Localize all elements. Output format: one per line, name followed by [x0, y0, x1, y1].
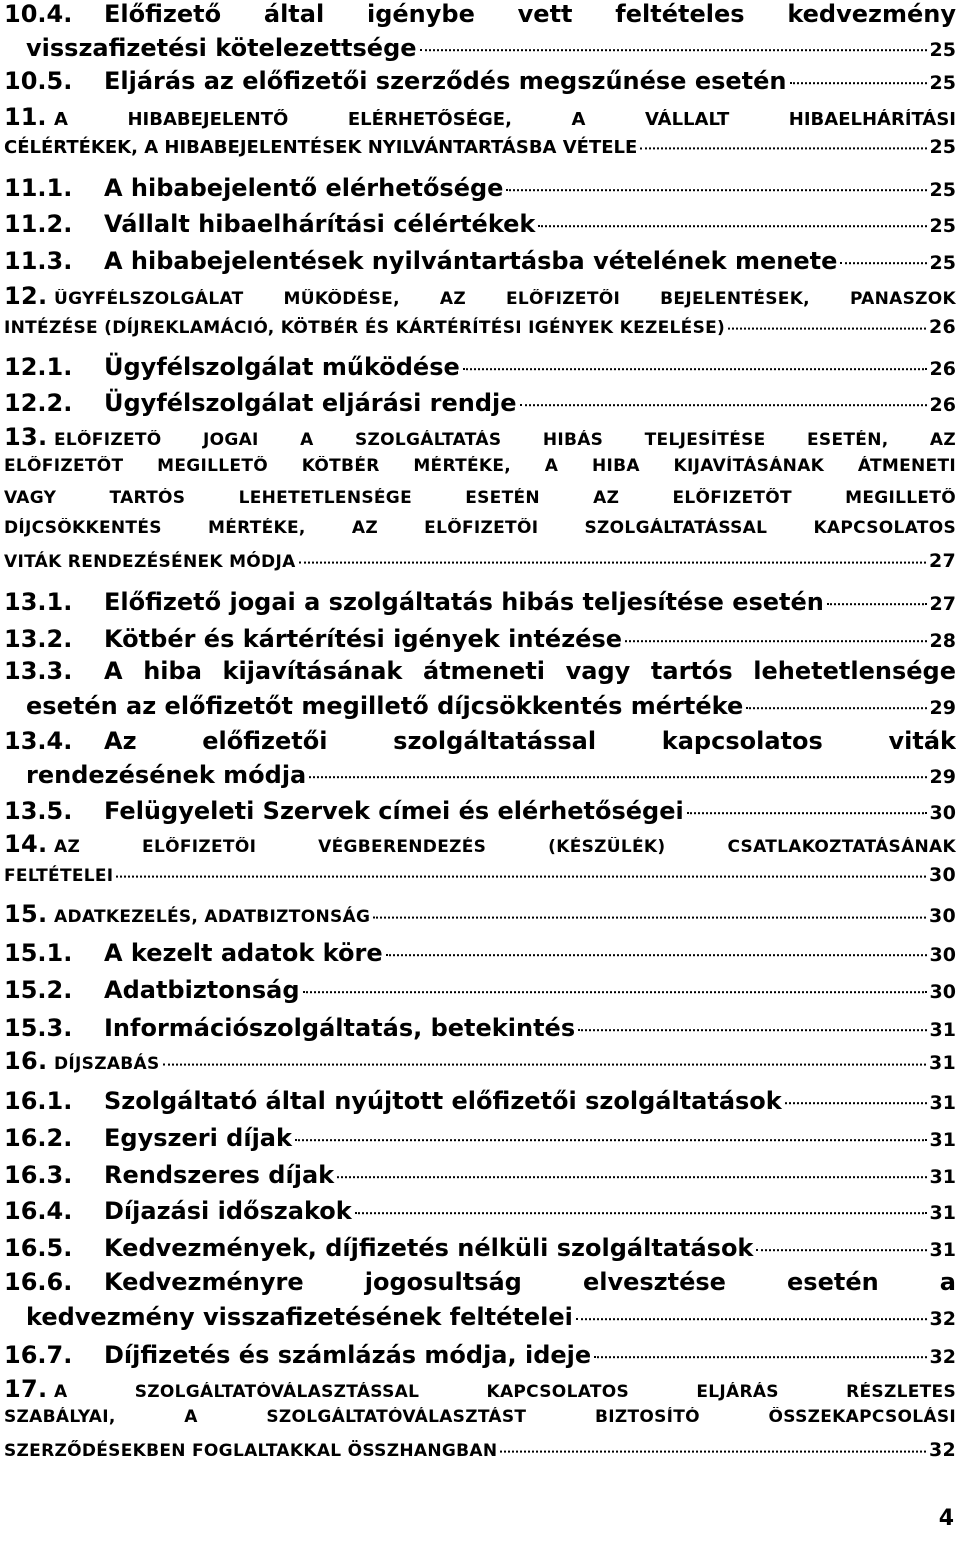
toc-page-number: 32	[929, 1308, 956, 1330]
toc-title: Díjfizetés és számlázás módja, ideje	[104, 1341, 592, 1369]
toc-line	[4, 972, 956, 1004]
toc-title: AZ ELŐFIZETŐI VÉGBERENDEZÉS (KÉSZÜLÉK) CSATLAKOZTATÁSÁNAK	[54, 837, 956, 857]
toc-page-number: 30	[929, 944, 956, 966]
toc-title: Vállalt hibaelhárítási célértékek	[104, 210, 536, 238]
toc-line	[4, 170, 956, 202]
toc-title: A hibabejelentések nyilvántartásba vételének menete	[104, 247, 838, 275]
dot-leader	[337, 1152, 926, 1178]
toc-number: 16.7.	[4, 1341, 73, 1369]
toc-line	[4, 1047, 956, 1075]
toc-number: 15.2.	[4, 976, 73, 1004]
toc-number: 13.5.	[4, 797, 73, 825]
toc-title: ELŐFIZETŐ JOGAI A SZOLGÁLTATÁS HIBÁS TELJESÍTÉSE ESETÉN, AZ	[54, 430, 956, 450]
toc-number: 13.	[4, 423, 48, 451]
toc-number: 16.6.	[4, 1268, 73, 1296]
page-number: 4	[938, 1506, 954, 1531]
dot-leader	[386, 930, 927, 956]
toc-title: esetén az előfizetőt megillető díjcsökkentés mértéke	[26, 692, 744, 720]
toc-title: DÍJCSÖKKENTÉS MÉRTÉKE, AZ ELŐFIZETŐI SZOLGÁLTATÁSSAL KAPCSOLATOS	[4, 518, 956, 538]
toc-number: 10.4.	[4, 0, 73, 28]
toc-title: FELTÉTELEI	[4, 866, 114, 886]
toc-line	[4, 793, 956, 825]
toc-page-number: 31	[929, 1092, 956, 1114]
toc-number: 15.	[4, 900, 48, 928]
toc-title: Felügyeleti Szervek címei és elérhetőségei	[104, 797, 684, 825]
dot-leader	[790, 58, 927, 84]
toc-line	[4, 1120, 956, 1152]
toc-title: VAGY TARTÓS LEHETETLENSÉGE ESETÉN AZ ELŐFIZETŐT MEGILLETŐ	[4, 488, 956, 508]
toc-line	[26, 30, 956, 62]
toc-title: A kezelt adatok köre	[104, 939, 383, 967]
toc-number: 12.	[4, 282, 48, 310]
toc-number: 13.3.	[4, 657, 73, 685]
toc-page-number: 30	[928, 905, 956, 927]
toc-line	[4, 243, 956, 275]
toc-line	[4, 830, 956, 859]
toc-line	[4, 456, 956, 478]
toc-line	[4, 423, 956, 452]
toc-title: CÉLÉRTÉKEK, A HIBABEJELENTÉSEK NYILVÁNTARTÁSBA VÉTELE	[4, 137, 638, 158]
toc-line	[4, 1157, 956, 1189]
toc-number: 13.1.	[4, 588, 73, 616]
toc-title: kedvezmény visszafizetésének feltételei	[26, 1303, 573, 1331]
toc-page-number: 26	[929, 358, 956, 380]
toc-line	[4, 935, 956, 967]
toc-line	[26, 757, 956, 789]
toc-title: Kedvezményre jogosultság elvesztése esetén a	[104, 1268, 956, 1296]
toc-number: 16.3.	[4, 1161, 73, 1189]
toc-line	[4, 349, 956, 381]
dot-leader	[420, 25, 927, 51]
dot-leader	[687, 788, 927, 814]
toc-page-number: 30	[929, 981, 956, 1003]
toc-page-number: 30	[928, 864, 956, 886]
dot-leader	[576, 1294, 927, 1320]
toc-page-number: 31	[929, 1019, 956, 1041]
toc-line	[4, 1437, 956, 1461]
toc-line	[4, 621, 956, 653]
toc-number: 16.	[4, 1047, 48, 1075]
toc-page-number: 31	[929, 1239, 956, 1261]
dot-leader	[303, 967, 927, 993]
toc-page-number: 25	[929, 39, 956, 61]
toc-page-number: 28	[929, 630, 956, 652]
toc-page-number: 26	[928, 316, 956, 338]
toc-line	[4, 1375, 956, 1404]
toc-line	[4, 1407, 956, 1429]
toc-line	[4, 385, 956, 417]
dot-leader	[756, 1225, 926, 1251]
toc-title: visszafizetési kötelezettsége	[26, 34, 417, 62]
dot-leader	[500, 1434, 926, 1453]
dot-leader	[625, 616, 927, 642]
dot-leader	[163, 1047, 926, 1066]
toc-number: 16.2.	[4, 1124, 73, 1152]
toc-title: rendezésének módja	[26, 761, 307, 789]
toc-number: 16.1.	[4, 1087, 73, 1115]
toc-line	[26, 688, 956, 720]
dot-leader	[463, 344, 927, 370]
toc-page-number: 29	[929, 766, 956, 788]
toc-title: Díjazási időszakok	[104, 1197, 352, 1225]
toc-title: Kedvezmények, díjfizetés nélküli szolgáltatások	[104, 1234, 754, 1262]
toc-line	[4, 1193, 956, 1225]
dot-leader	[594, 1332, 926, 1358]
toc-number: 10.5.	[4, 67, 73, 95]
toc-number: 14.	[4, 830, 48, 858]
toc-line	[4, 206, 956, 238]
dot-leader	[295, 1115, 927, 1141]
toc-line	[4, 1083, 956, 1115]
toc-title: Kötbér és kártérítési igények intézése	[104, 625, 623, 653]
toc-page-number: 29	[929, 697, 956, 719]
toc-line	[4, 548, 956, 572]
toc-page-number: 27	[929, 593, 956, 615]
toc-page-number: 25	[929, 72, 956, 94]
dot-leader	[506, 165, 926, 191]
dot-leader	[578, 1005, 926, 1031]
toc-title: ADATKEZELÉS, ADATBIZTONSÁG	[54, 907, 371, 927]
toc-page-number: 27	[928, 550, 956, 572]
dot-leader	[640, 129, 926, 149]
toc-title: VITÁK RENDEZÉSÉNEK MÓDJA	[4, 552, 296, 572]
toc-number: 11.3.	[4, 247, 73, 275]
toc-page-number: 32	[929, 1346, 956, 1368]
toc-title: SZERZŐDÉSEKBEN FOGLALTAKKAL ÖSSZHANGBAN	[4, 1441, 498, 1461]
toc-title: ÜGYFÉLSZOLGÁLAT MŰKÖDÉSE, AZ ELŐFIZETŐI BEJELENTÉSEK, PANASZOK	[54, 289, 956, 309]
toc-page-number: 31	[929, 1166, 956, 1188]
toc-line	[4, 862, 956, 886]
toc-line	[4, 518, 956, 540]
toc-title: A SZOLGÁLTATÓVÁLASZTÁSSAL KAPCSOLATOS ELJÁRÁS RÉSZLETES	[54, 1382, 956, 1402]
toc-title: Adatbiztonság	[104, 976, 300, 1004]
toc-line	[4, 488, 956, 510]
toc-number: 15.1.	[4, 939, 73, 967]
dot-leader	[538, 201, 926, 227]
dot-leader	[355, 1188, 927, 1214]
toc-page-number: 25	[929, 136, 956, 158]
toc-title: Előfizető által igénybe vett feltételes kedvezmény	[104, 0, 956, 28]
toc-page-number: 30	[929, 802, 956, 824]
toc-number: 13.2.	[4, 625, 73, 653]
toc-number: 11.1.	[4, 174, 73, 202]
toc-number: 17.	[4, 1375, 48, 1403]
toc-page-number: 25	[929, 179, 956, 201]
toc-title: Eljárás az előfizetői szerződés megszűnése esetén	[104, 67, 787, 95]
toc-line	[4, 63, 956, 95]
toc-line	[4, 900, 956, 928]
toc-line	[4, 133, 956, 158]
toc-number: 12.2.	[4, 389, 73, 417]
toc-line	[4, 1010, 956, 1042]
toc-number: 11.2.	[4, 210, 73, 238]
toc-title: A HIBABEJELENTŐ ELÉRHETŐSÉGE, A VÁLLALT HIBAELHÁRÍTÁSI	[54, 109, 956, 130]
toc-number: 16.5.	[4, 1234, 73, 1262]
toc-page-number: 31	[929, 1202, 956, 1224]
dot-leader	[827, 579, 927, 605]
toc-number: 15.3.	[4, 1014, 73, 1042]
toc-line	[4, 1337, 956, 1369]
toc-title: Rendszeres díjak	[104, 1161, 335, 1189]
toc-title: Szolgáltató által nyújtott előfizetői szolgáltatások	[104, 1087, 782, 1115]
toc-line	[4, 103, 956, 132]
dot-leader	[299, 545, 926, 564]
toc-number: 12.1.	[4, 353, 73, 381]
toc-title: Az előfizetői szolgáltatással kapcsolatos viták	[104, 727, 956, 755]
dot-leader	[520, 380, 927, 406]
dot-leader	[746, 683, 926, 709]
toc-title: SZABÁLYAI, A SZOLGÁLTATÓVÁLASZTÁST BIZTOSÍTÓ ÖSSZEKAPCSOLÁSI	[4, 1407, 956, 1427]
toc-title: Ügyfélszolgálat működése	[104, 353, 460, 381]
toc-title: DÍJSZABÁS	[54, 1054, 160, 1074]
toc-number: 11.	[4, 103, 47, 131]
toc-title: Egyszeri díjak	[104, 1124, 292, 1152]
dot-leader	[840, 238, 926, 264]
toc-title: INTÉZÉSE (DÍJREKLAMÁCIÓ, KÖTBÉR ÉS KÁRTÉRÍTÉSI IGÉNYEK KEZELÉSE)	[4, 318, 726, 338]
toc-title: Ügyfélszolgálat eljárási rendje	[104, 389, 517, 417]
toc-page-number: 26	[929, 394, 956, 416]
toc-line	[26, 1299, 956, 1331]
dot-leader	[116, 859, 926, 878]
toc-page-number: 32	[928, 1439, 956, 1461]
dot-leader	[785, 1078, 927, 1104]
toc-page-number: 31	[928, 1052, 956, 1074]
toc-line	[4, 314, 956, 338]
dot-leader	[373, 900, 926, 919]
toc-line	[4, 584, 956, 616]
toc-title: ELŐFIZETŐT MEGILLETŐ KÖTBÉR MÉRTÉKE, A HIBA KIJAVÍTÁSÁNAK ÁTMENETI	[4, 456, 956, 476]
toc-line	[4, 282, 956, 311]
dot-leader	[728, 311, 926, 330]
toc-line	[4, 1230, 956, 1262]
toc-page-number: 25	[929, 215, 956, 237]
toc-title: Információszolgáltatás, betekintés	[104, 1014, 576, 1042]
toc-number: 13.4.	[4, 727, 73, 755]
toc-title: A hiba kijavításának átmeneti vagy tartós lehetetlensége	[104, 657, 956, 685]
toc-title: A hibabejelentő elérhetősége	[104, 174, 504, 202]
toc-page-number: 31	[929, 1129, 956, 1151]
dot-leader	[309, 752, 926, 778]
toc-title: Előfizető jogai a szolgáltatás hibás teljesítése esetén	[104, 588, 824, 616]
toc-number: 16.4.	[4, 1197, 73, 1225]
toc-page-number: 25	[929, 252, 956, 274]
